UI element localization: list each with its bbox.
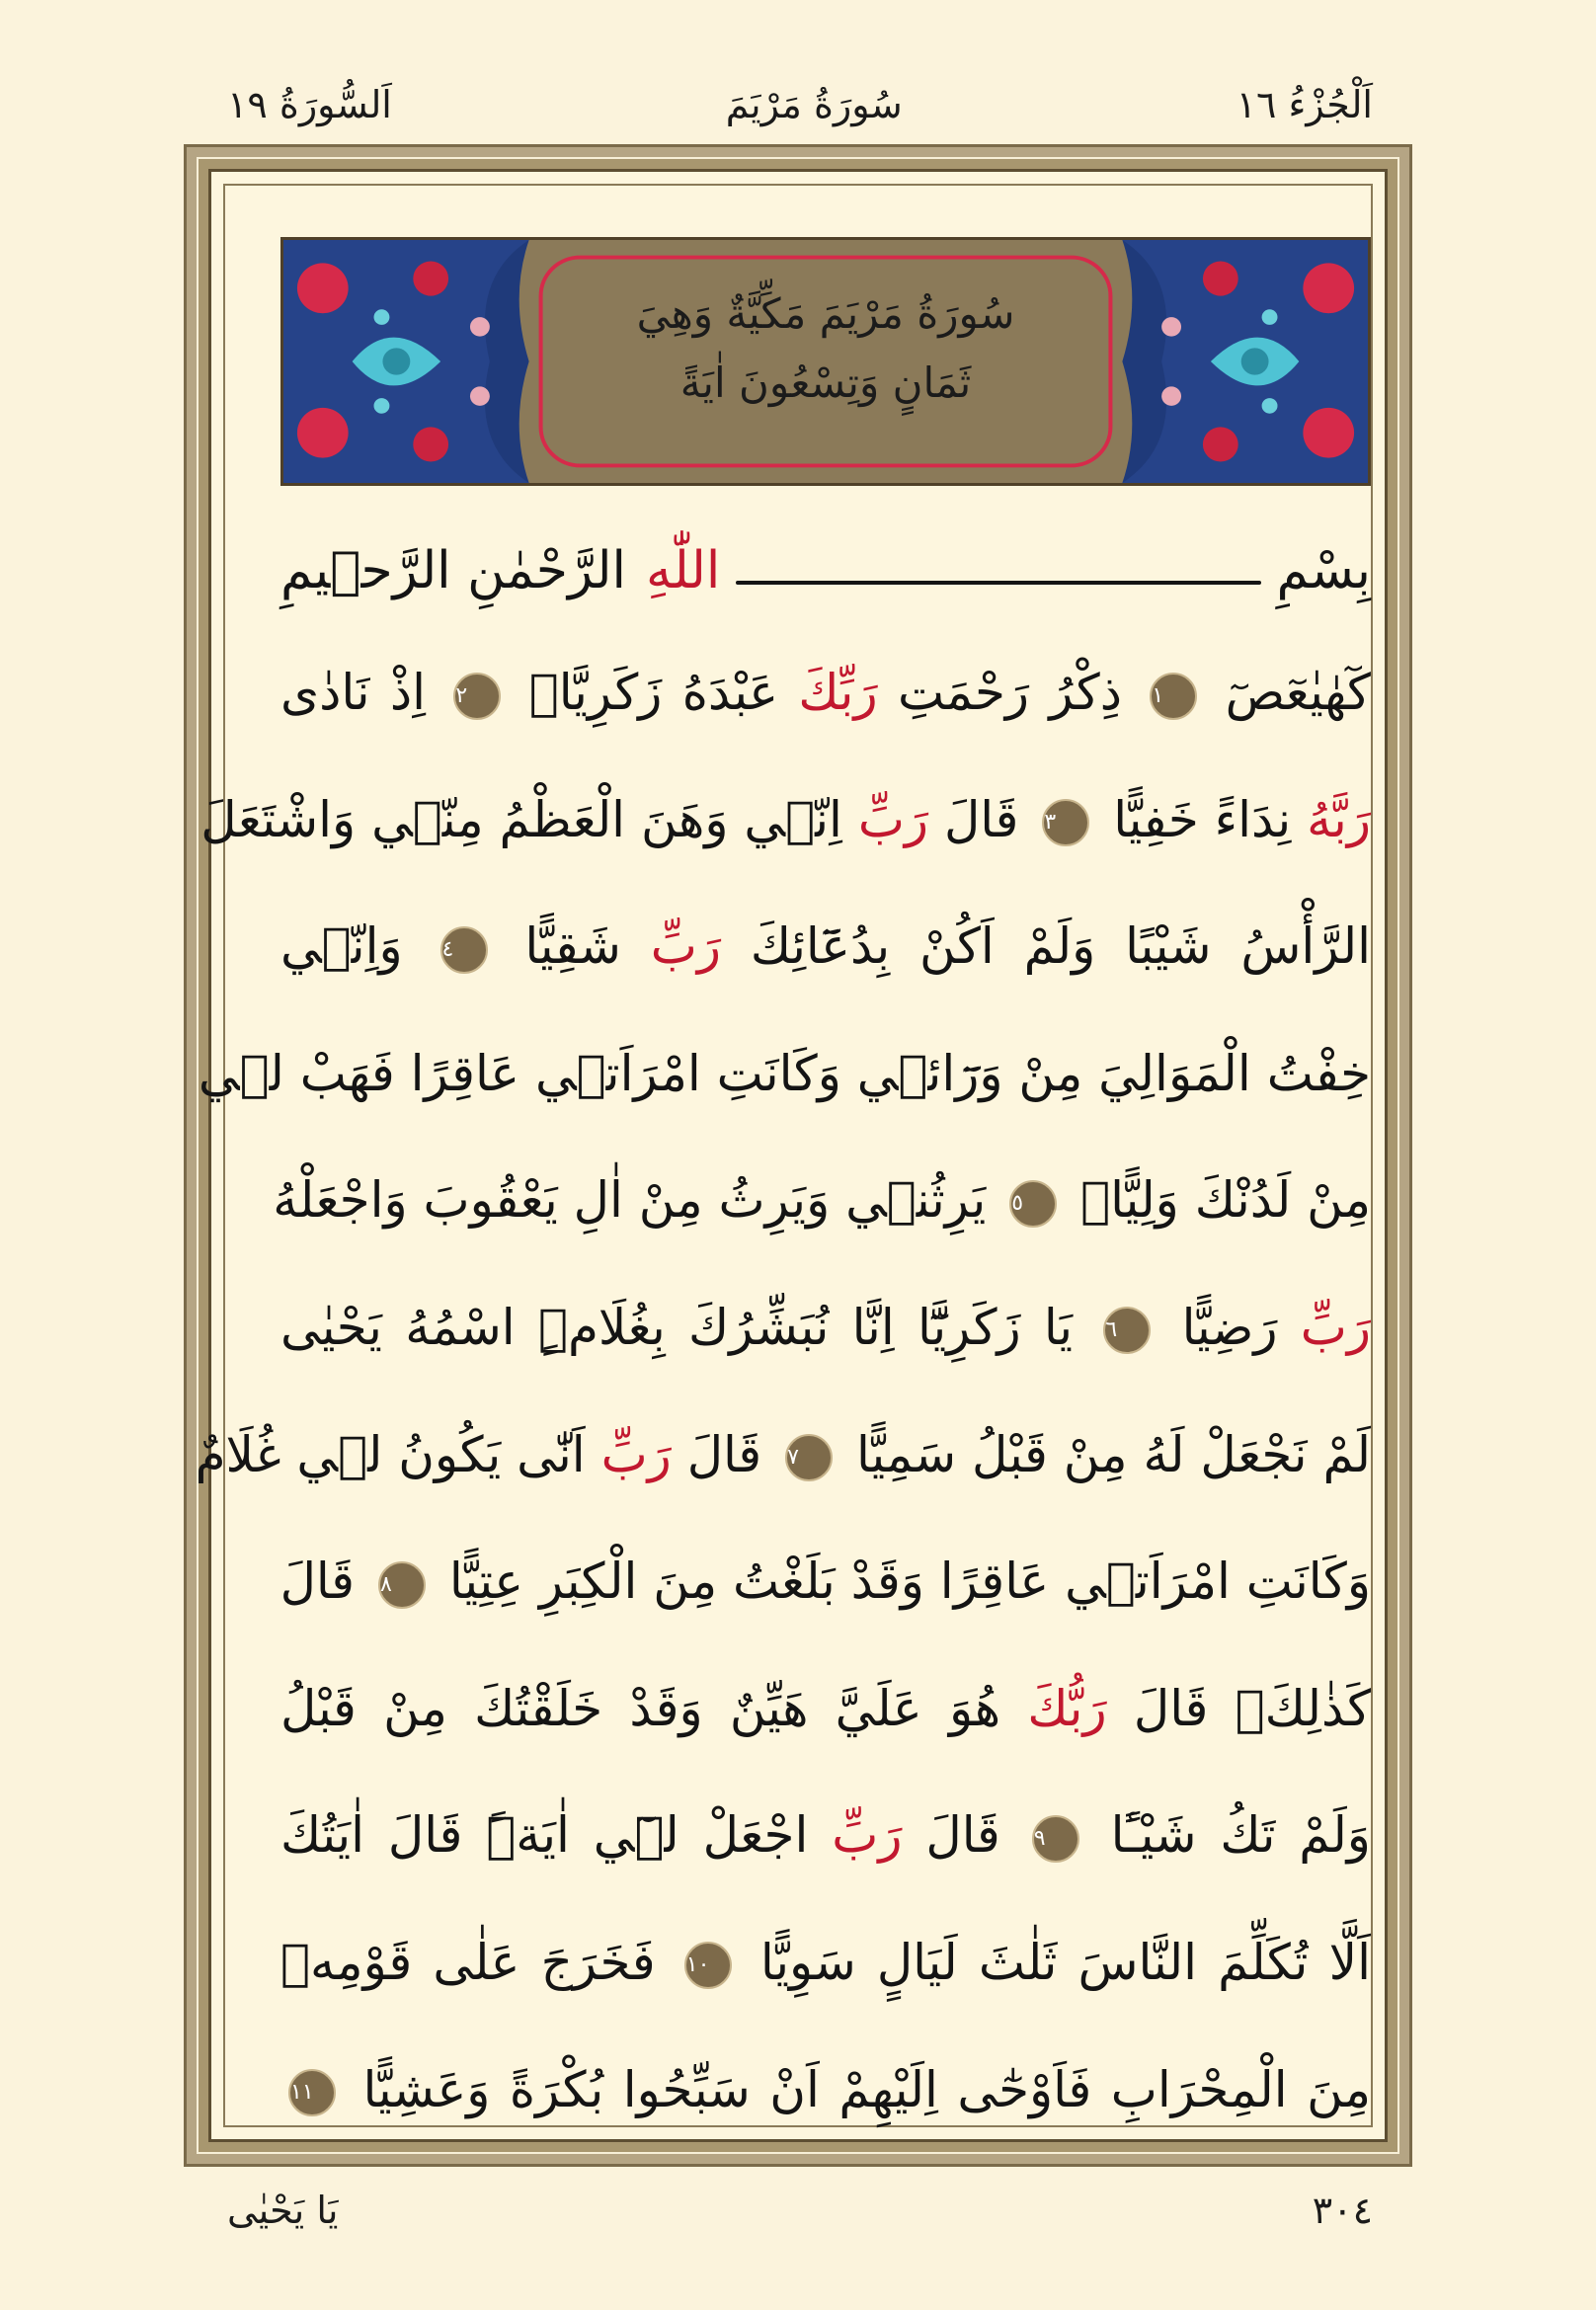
catchword: يَا يَحْيٰى (227, 2189, 339, 2232)
verse-line (280, 1518, 1371, 1645)
divine-name-text: رَبِّ (832, 1806, 903, 1865)
page-frame (184, 144, 1412, 2167)
verse-text: خِفْتُ الْمَوَالِيَ مِنْ وَرَٓائ۪ي وَكَانَتِ امْرَاَت۪ي عَاقِرًا فَهَبْ ل۪ي (198, 1044, 1371, 1102)
quran-text-block (195, 513, 1372, 2153)
ayah-number-marker: ٨ (378, 1561, 426, 1609)
verse-line (280, 1772, 1371, 1899)
ayah-number-marker: ٣ (1042, 799, 1089, 846)
verse-text: قَالَ (925, 1806, 1000, 1865)
verse-text: هُوَ عَلَيَّ هَيِّنٌ وَقَدْ خَلَقْتُكَ مِنْ قَبْلُ (280, 1679, 1001, 1737)
verse-text: وَلَمْ تَكُ شَيْـًٔا (1110, 1806, 1371, 1865)
verse-text: مِنْ لَدُنْكَ وَلِيًّاۙ (1080, 1171, 1371, 1230)
verse-text: ذِكْرُ رَحْمَتِ (897, 664, 1122, 721)
verse-text: لَمْ نَجْعَلْ لَهُ مِنْ قَبْلُ سَمِيًّا (855, 1425, 1371, 1483)
page-number: ٣٠٤ (1312, 2189, 1373, 2232)
surah-title-text (550, 279, 1101, 418)
verse-text: يَا زَكَرِيَّٓا اِنَّا نُبَشِّرُكَ بِغُلَامٍۨ اسْمُهُ يَحْيٰى (280, 1298, 1074, 1356)
verse-line (195, 1392, 1371, 1519)
verse-text: وَكَانَتِ امْرَاَت۪ي عَاقِرًا وَقَدْ بَلَغْتُ مِنَ الْكِبَرِ عِتِيًّا (448, 1553, 1371, 1611)
verse-line (280, 1264, 1371, 1392)
basmala-bism: بِسْمِ (1276, 541, 1371, 600)
ayah-number-marker: ١١ (288, 2069, 336, 2116)
ayah-number-marker: ١٠ (684, 1942, 732, 1989)
surah-title-panel (280, 237, 1371, 486)
verse-text: مِنَ الْمِحْرَابِ فَاَوْحٰٓى اِلَيْهِمْ اَنْ سَبِّحُوا بُكْرَةً وَعَشِيًّا (362, 2060, 1371, 2118)
juz-label: اَلْجُزْءُ ١٦ (1236, 83, 1373, 126)
verse-text: قَالَ (279, 1553, 356, 1611)
ayah-number-marker: ١ (1150, 673, 1197, 720)
verse-text: اِنّ۪ي وَهَنَ الْعَظْمُ مِنّ۪ي وَاشْتَعَلَ (200, 790, 842, 848)
running-header (227, 77, 1373, 132)
surah-title-line-1: سُورَةُ مَرْيَمَ مَكِّيَّةٌ وَهِيَ (636, 289, 1015, 338)
verse-line (198, 1010, 1371, 1138)
verse-line (280, 2027, 1371, 2154)
verse-text: قَالَ (943, 790, 1019, 848)
verse-text: رَضِيًّا (1181, 1298, 1278, 1356)
running-footer (227, 2181, 1373, 2240)
basmala-allah: اللّٰهِ (645, 541, 721, 600)
verse-line (280, 1899, 1371, 2027)
verse-line (200, 757, 1371, 884)
divine-name-text: رَبِّ (1300, 1298, 1371, 1356)
verse-line (280, 1645, 1371, 1773)
verse-text: نِدَاءً خَفِيًّا (1113, 790, 1292, 848)
verse-lines (195, 629, 1372, 2153)
verse-text: فَخَرَجَ عَلٰى قَوْمِه۪ (280, 1933, 656, 1991)
surah-name-label: سُورَةُ مَرْيَمَ (725, 83, 903, 126)
ayah-number-marker: ٢ (453, 673, 501, 720)
frame-border-inner (195, 169, 1388, 2142)
ayah-number-marker: ٤ (440, 926, 488, 974)
verse-text: اَلَّا تُكَلِّمَ النَّاسَ ثَلٰثَ لَيَالٍ سَوِيًّا (759, 1933, 1371, 1991)
divine-name-text: رَبِّ (650, 917, 721, 976)
ayah-number-marker: ٩ (1032, 1815, 1079, 1863)
verse-text: قَالَ (686, 1425, 762, 1483)
verse-text: عَبْدَهُ زَكَرِيَّاۚ (528, 664, 779, 721)
verse-text: كَذٰلِكَۚ قَالَ (1133, 1679, 1372, 1737)
verse-text: اِذْ نَادٰى (280, 664, 427, 721)
verse-text: يَرِثُن۪ي وَيَرِثُ مِنْ اٰلِ يَعْقُوبَ وَاجْعَلْهُ (273, 1171, 987, 1230)
surah-number-label: اَلسُّورَةُ ١٩ (227, 83, 392, 126)
ayah-number-marker: ٦ (1103, 1307, 1151, 1354)
verse-line (280, 629, 1371, 757)
ayah-number-marker: ٧ (785, 1434, 833, 1481)
basmala (280, 513, 1371, 629)
verse-line (280, 883, 1371, 1010)
ayah-number-marker: ٥ (1009, 1180, 1057, 1228)
divine-name-text: رَبِّكَ (798, 664, 878, 721)
verse-text: اجْعَلْ ل۪ٓي اٰيَةًۜ قَالَ اٰيَتُكَ (280, 1806, 809, 1865)
verse-text: وَاِنّ۪ي (280, 917, 403, 976)
surah-title-line-2: ثَمَانٍ وَتِسْعُونَ اٰيَةً (679, 358, 972, 407)
divine-name-text: رَبِّ (600, 1425, 672, 1483)
verse-text: شَقِيًّا (524, 917, 621, 976)
divine-name-text: رَبُّكَ (1027, 1679, 1107, 1737)
verse-text: اَنّٰى يَكُونُ ل۪ي غُلَامٌ (195, 1425, 586, 1483)
verse-text: كٓهٰيٰعٓصٓ (1225, 664, 1371, 721)
verse-line (273, 1137, 1371, 1264)
divine-name-text: رَبَّهُ (1307, 790, 1371, 848)
divine-name-text: رَبِّ (857, 790, 929, 848)
basmala-kashida (736, 581, 1260, 585)
verse-text: الرَّأْسُ شَيْبًا وَلَمْ اَكُنْ بِدُعَٓائِكَ (750, 917, 1371, 976)
basmala-rahman-rahim: الرَّحْمٰنِ الرَّح۪يمِ (280, 541, 626, 600)
